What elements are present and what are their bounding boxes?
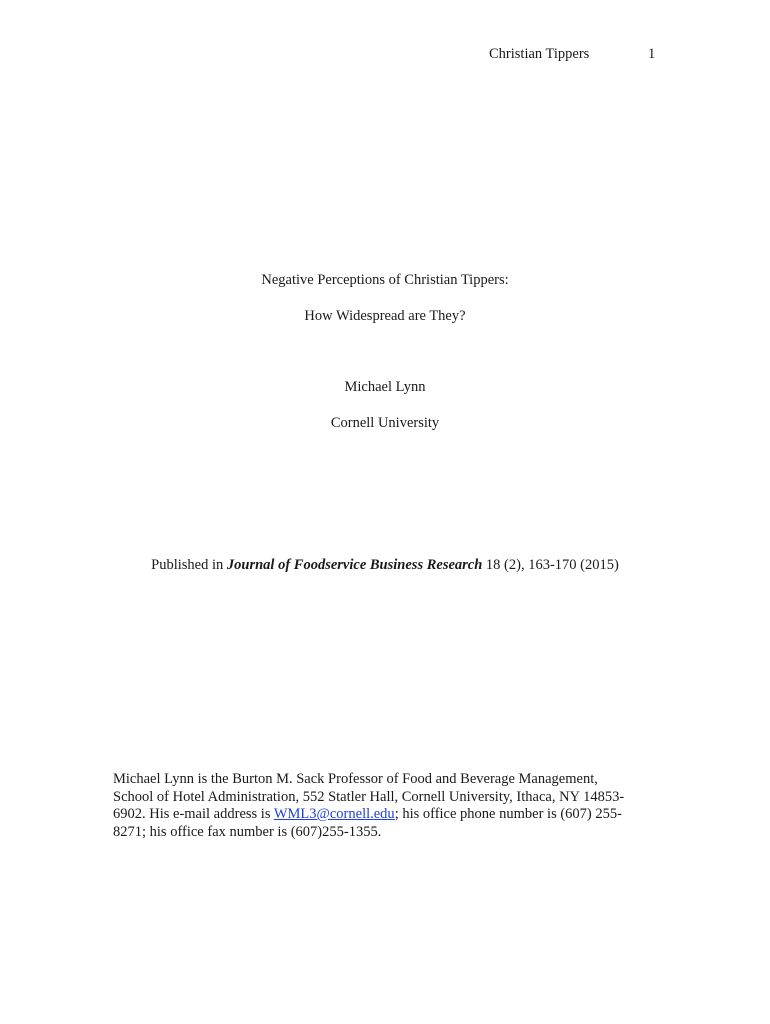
author-note-line [113,806,658,824]
page-number: 1 [648,46,656,62]
publication-prefix: Published in [151,557,227,573]
journal-name: Journal of Foodservice Business Research [226,557,483,573]
paper-title: Negative Perceptions of Christian Tippers: [261,272,509,288]
author-note-line: School of Hotel Administration, 552 Statler Hall, Cornell University, Ithaca, NY 14853- [113,788,625,805]
author-note-line: Michael Lynn is the Burton M. Sack Professor of Food and Beverage Management, [113,771,598,787]
email-link[interactable]: WML3@cornell.edu [273,806,395,822]
author-affiliation: Cornell University [330,415,440,431]
publication-citation [0,557,770,574]
running-head-title: Christian Tippers [489,46,590,62]
author-note-line: 8271; his office fax number is (607)255-1355. [113,823,382,840]
author-note [113,771,658,841]
author-note-text: 6902. His e-mail address is [113,806,274,822]
author-name: Michael Lynn [344,379,426,395]
author-note-text: ; his office phone number is (607) 255- [394,806,622,822]
publication-details: 18 (2), 163-170 (2015) [482,557,619,573]
paper-subtitle: How Widespread are They? [304,308,466,324]
